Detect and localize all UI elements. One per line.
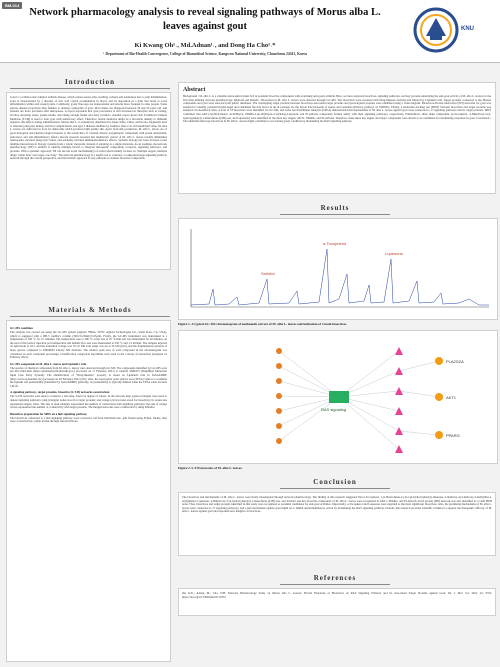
abstract-text: Background : M. alba L. is a valuable nutraceutical plant rich in potential bioactive components with promising anti-gouty arthritis. Here, we have explored bioactives, signaling pathways, and key proteins underlying the anti-gout activity of M. alba L. leaves for the first time utilizing network pharmacology. Methods and Results : Bioactives in M. alba L. leaves were detected through GC-MS. The bioactives were screened with Drug-likeness analysis and filtered by Lipinski's rule. Target proteins connected to the filtered compounds and gout were selected from public databases. The overlapping target proteins between bioactives-associated target proteins and gout-targeted proteins were identified using a Venn diagram. Bioactives-Protein interaction (PPI) networks for gout was analyzed to identify potential ligand-target and visualized the rich factor in the R package via the Kyoto Encyclopedia of Genes and Genomes (KEGG) pathway on STRING. Finally, a molecular docking test (MDT) between bioactives and target proteins was analyzed via AutoDock Vina. A total of 18 bioactives were identified via GC-MS, and Gene Set Enrichment Analysis (GSEA) demonstrated that mechanisms of M. alba L. leaves against gout were connected to 17 signaling pathways and 61 target proteins. MDT confirmed that AKT1-Sorbitol/Stearic Acid/Phytol, PPARG-Lup-20(29)-en-3-ol(3beta)-Lupenone and PLA2G2A compounds formed stably with their signaling pathways, respectively. Furthermore, three main compounds (α-Tocopherol, 4-Dihydroxy-3-(4-hydroxyphenyl)-1-benzofuran-2(3H)-one, and Lupenone) were identified in the three key targets: AKT1, PPARG, and PLA2G2A. Therefore, these three key targets and major compounds were shown to be candidates for modulating responses in gout. Conclusion : The identified three key bioactives in M. alba L. leaves might contribute to recovering gouty condition by modulating the RAS signaling pathway. [183, 94, 491, 124]
methods-subheading: GC-MS compounds in M. alba L. leaves and Lipinski's rule [10, 361, 87, 366]
methods-subheading: Bioactives preparation for MDS on a hub signaling pathway [10, 411, 87, 416]
network-node-label: RAS signaling [321, 407, 347, 412]
poster-tag: BM-014 [2, 2, 22, 9]
university-logo-icon [412, 6, 460, 54]
figure1-box [178, 218, 498, 320]
methods-box [6, 320, 171, 662]
references-box [178, 588, 496, 616]
author-list: Ki Kwang Oh¹˒, Md.Adnan¹˒, and Dong Ha Cho¹˒* [134, 42, 276, 49]
logo-text: KNU [461, 26, 474, 32]
network-node-label: PLA2G2A [446, 359, 464, 364]
methods-text: The species of chemical compounds from M. alba L. leaves were detected through GC-MS. The compounds identified by GC-MS were put into PubChem (https://pubchem.ncbi.nlm.nih.gov/) (accessed on 17 February 2021) to identify SMILES (Simplified Molecular Input Line Entry System). The identification of "Drug-likeness" property is based on Lipinski's rule in SwissADME (http://www.swissadme.ch/) (accessed on 20 February 2021) [65]. Also, the topological polar surface area (TPSA) value is to estimate the lipinski cell permeability (identified by SwissADME) generally, its permeability is typically limited when the TPSA value exceeds 140 Å². [10, 365, 167, 388]
methods-subheading: GC-MS condition [10, 326, 33, 330]
peak-label: Sorbitol [261, 271, 275, 276]
methods-text: The S-T-B networks were used to construct a size map, based on degree of values. In the network map, green rectangles were used to denote signaling pathways; pink (triangle) nodes stood for target proteins; and orange (circle) nodes stood for bioactives; its nodes size represented degree value. The size of pink triangles represented the number of connections with signaling pathways; the size of orange circles represented the number of connectivity with target proteins. The merged networks were constructed by using RStudio. [10, 394, 167, 410]
methods-text: The bioactives connected to a hub signaling pathway were converted .sdf from PubChem into .pdb format using Pymol, finally, they were converted into .pdbqt format through AutodockTools. [10, 415, 167, 424]
reference-text: Oh, K.K.; Adnan, M.; Cho, D.H. Network Pharmacology Study on Morus alba L. Leaves: Pivotal Functions of Bioactives on RAS Signaling Pathway and Its Associated Target Proteins against Gout. Int. J. Mol. Sci. 2021, 22, 9372. https://doi.org/10.3390/ijms22179372 [182, 591, 492, 599]
figure1-caption: Figure 1. A typical GC-MS chromatogram of methanolic extract of M. alba L. leaves and indication of 3 main bioactives. [178, 322, 348, 326]
abstract-heading: Abstract [183, 87, 206, 93]
introduction-text: Gout is a common and complex arthritis disease, which causes severe pain, swelling, redness and tenderness due to joint inflammation. Gout is characterized by a disorder of uric acid crystal accumulation in blood, and its deposition in a joint that leads to acute inflammation within and around joints. Commonly, gouty flare-ups are nonpersistent and attacks more frequent in older people. Some serious disease proportion than females to undergo symptoms of gout. Most males are diagnosed between 30 and 50 years old, and females are more prevalent after menopause. A report expounds that gout prevalence is still increased in lifestyles such as fasting, alcohol, elevating stress, purine intake, and taking enough fennel and dairy products. Another report shows that Traditional Chinese Medicine (TCM) is used to treat gout with satisfactory effect. Therefore, herbal medicine might be a favorable remedy to diminish negative side effects during administration. Morus alba L. is extensively distributed in Japan, India, China, and Korea, frequently used to alleviate joint pain, kidney and liver complications, and type 2 diabetes mellitus by tradition. Due to its rich medicinal value, M. alba L. leaves are cultivated as food for silkworms which produces high quality silk. Apart from silk production, M. alba L. leaves are of great biological and pharmacological interest to the researchers. It contains diverse polyphenolic compounds with potent antioxidant, anticancer, and anti-inflammatory effects. Recent research revealed that methanolic extract of M. alba L. leaves notably diminished neutropenia, elevated phagocytic index, and evidently elevated immunomodulatory effects. Systems biology has been focused on the multiple interactions in biology systems from a whole viewpoint, instead of adopting to a single molecule. As an example, the network pharmacology (NP) is utilized to identify multiple factors to interpret therapeutic compounds, receptors, signaling pathways, and proteins. With a systemic approach, NP can decode novel mechanism(s) of action which mainly focuses on "multiple targets, multiple drugs" rather than "one target, one drug". The network pharmacology is a useful tool to construct a compound-target-signaling pathway network through the overall perspective, and this holistic approach is very efficient to evaluate bioactive compounds. [10, 95, 167, 161]
methods-heading: Materials & Methods [10, 306, 170, 317]
peak-label: Lupenone [385, 251, 403, 256]
references-heading: References [280, 574, 390, 585]
stb-network-diagram [179, 331, 497, 463]
figure2-box [178, 330, 498, 464]
peak-label: α-Tocopherol [323, 241, 347, 246]
network-node-label: PPARG [446, 433, 460, 438]
affiliation: ¹˒Department of Bio-Health Convergence, College of Biomedical Science, Kangwon National University, Chuncheon 24341, Korea [103, 52, 307, 56]
network-node-label: AKT1 [446, 395, 457, 400]
conclusion-heading: Conclusion [280, 478, 390, 489]
conclusion-box [178, 492, 496, 556]
methods-subheading: A signaling pathway- target proteins- bioactive (S-T-B) networks construction [10, 390, 110, 395]
results-heading: Results [280, 204, 390, 215]
methods-text: The analysis was carried out using the GC-MS system (Agilent 7890A, 5975C Agilent Technologies Inc., Santa Rosa, CA, USA), which is equipped with a DB-5 capillary column (30m×0.25mm×0.25µm). Firstly, the GC-MS instrument was maintained at a temperature of 100 °C for 2.1 minutes. The temperature rose to 300 °C at the rate of 25 °C/min and was maintained for 20 minutes. At the end of this period, injection port temperature and helium flow rate were maintained at 250 °C and 1.5 ml/min. The samples injected on split mode at 10:1, and the ionization voltage was 70 eV. MS scan range was set at 35-550 (m/z), and the fragmentation patterns of mass spectra compared to WR09003 Library MS database. The relative peak area of each compound in the chromatogram was calculated on each compound percentage. Classification categorical algorithms were used as the concept of interaction (analyzed 21 February 2021). [10, 330, 167, 360]
introduction-heading: Introduction [10, 78, 170, 89]
poster-title: Network pharmacology analysis to reveal signaling pathways of Morus alba L. leaves against gout [29, 7, 381, 33]
introduction-box [6, 92, 171, 270]
header-band [0, 0, 500, 63]
gc-ms-chromatogram [179, 219, 497, 319]
conclusion-text: The bioactives and mechanisms of M. alba L. leaves were firstly investigated through network pharmacology. The finding of this research suggested that α-Tocopherol, 1-(1-Benzofuran-2-yl)-2-(4-hydroxyphenyl) ethanone, 2-methoxy-4-(3-hydroxy-3-methylbut-1-enyl)phenol, Lupenone, 4-Dihydroxy-3-(4-hydroxyphenyl)-1-benzofuran-2(3H)-one, and Sorbitol and key bioactive compounds of M. alba L. leaves were recognized in AKT1, PPARG, and PLA2G2A. Each protein (PPI) network was also identified as a valid HUB node. Thus, bioactives and target proteins identified in this study were recognized as potential candidates for anti-gout activities. Importantly, α-Tocopherol and Lupenone were regarded as the most significant bioactives. Also, the promising mechanisms of M. alba L. leaves were connected to 17 signaling pathways, and a hub mechanism against gout might be to inhibit anti-inflammatory action by modulating the RAS signaling pathway. Overall, this research provides scientific evidence to support the therapeutic efficacy of M. alba L. leaves against gout and expounds new insights of bioactives. [182, 495, 492, 514]
abstract-box [178, 82, 496, 194]
figure2-caption: Figure 2. S-T-B networks of M. alba L. leaves. [178, 466, 243, 470]
